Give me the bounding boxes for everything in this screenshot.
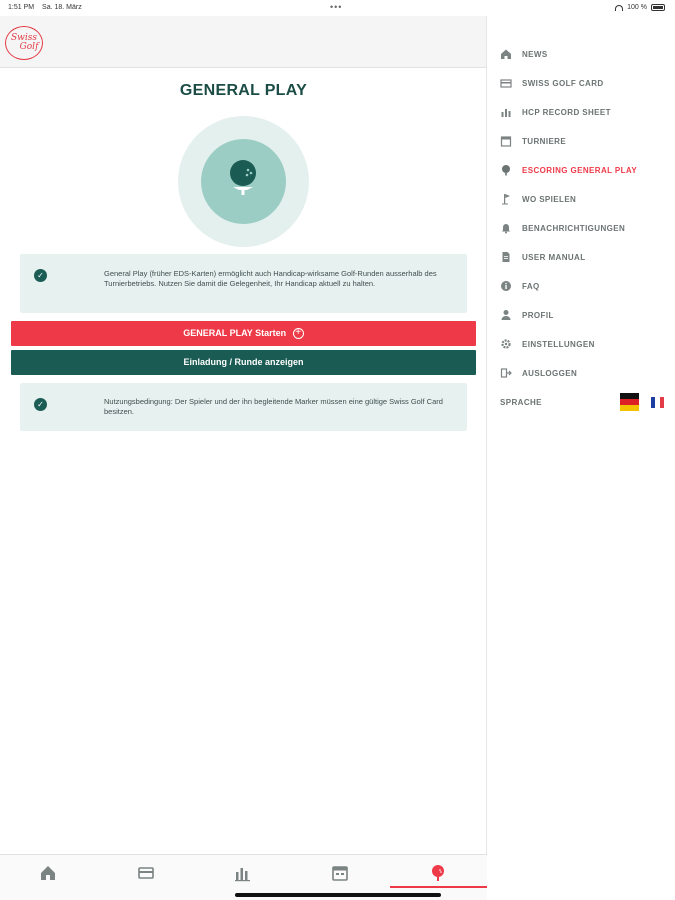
check-circle-icon: ✓: [34, 269, 47, 282]
swiss-golf-logo[interactable]: [5, 26, 43, 60]
language-row: [488, 392, 675, 414]
status-date: Sa. 18. März: [42, 4, 82, 11]
user-icon: [500, 309, 512, 321]
menu-label: TURNIERE: [522, 136, 567, 146]
check-circle-icon: ✓: [34, 398, 47, 411]
french-flag-icon[interactable]: [651, 397, 664, 408]
tab-home-icon[interactable]: [38, 863, 58, 883]
german-flag-icon[interactable]: [620, 393, 639, 411]
tab-card-icon[interactable]: [136, 863, 156, 883]
menu-label: ESCORING GENERAL PLAY: [522, 165, 638, 175]
menu-label: BENACHRICHTIGUNGEN: [522, 223, 626, 233]
start-button-label: GENERAL PLAY Starten: [183, 328, 287, 338]
menu-item-news[interactable]: [488, 43, 675, 65]
menu-item-einstellungen[interactable]: [488, 333, 675, 355]
info-description-text: General Play (früher EDS-Karten) ermöglicht auch Handicap-wirksame Golf-Runden ausserhalb des Turnierbetriebs. Nutzen Sie damit die Gelegenheit, Ihr Handicap aktuell zu halten.: [104, 269, 437, 288]
general-play-start-button[interactable]: [11, 321, 476, 346]
logo-line-2: Golf: [19, 42, 39, 52]
status-time: 1:51 PM: [8, 4, 35, 11]
status-bar: [0, 0, 675, 16]
calendar-icon: [500, 135, 512, 147]
menu-label: AUSLOGGEN: [522, 368, 578, 378]
plus-circle-icon: +: [293, 328, 304, 339]
language-label: SPRACHE: [500, 398, 542, 407]
document-icon: [500, 251, 512, 263]
golf-ball-on-tee-icon: [223, 156, 263, 196]
side-menu: [488, 16, 675, 900]
multitasking-dots[interactable]: •••: [330, 2, 343, 12]
battery-percent: 100 %: [627, 4, 647, 11]
menu-item-benachrichtigungen[interactable]: [488, 217, 675, 239]
menu-label: PROFIL: [522, 310, 554, 320]
logo-line-1: Swiss: [11, 33, 37, 43]
menu-item-ausloggen[interactable]: [488, 362, 675, 384]
hero-illustration: [178, 116, 309, 247]
chart-icon: [500, 106, 512, 118]
terms-text: Nutzungsbedingung: Der Spieler und der ihn begleitende Marker müssen eine gültige Swiss Golf Card besitzen.: [104, 397, 443, 416]
menu-label: SWISS GOLF CARD: [522, 78, 604, 88]
menu-item-faq[interactable]: [488, 275, 675, 297]
menu-label: HCP RECORD SHEET: [522, 107, 611, 117]
menu-label: USER MANUAL: [522, 252, 586, 262]
card-icon: [500, 77, 512, 89]
menu-label: NEWS: [522, 49, 548, 59]
active-tab-indicator: [390, 886, 487, 888]
menu-item-escoring-general-play[interactable]: [488, 159, 675, 181]
info-icon: [500, 280, 512, 292]
flag-icon: [500, 193, 512, 205]
menu-item-profil[interactable]: [488, 304, 675, 326]
status-left: [8, 4, 88, 11]
status-right: [615, 4, 665, 11]
menu-item-turniere[interactable]: [488, 130, 675, 152]
menu-label: FAQ: [522, 281, 540, 291]
tab-calendar-icon[interactable]: [330, 863, 350, 883]
bell-icon: [500, 222, 512, 234]
menu-label: WO SPIELEN: [522, 194, 577, 204]
bottom-tab-bar: [0, 854, 487, 900]
menu-label: EINSTELLUNGEN: [522, 339, 595, 349]
logout-icon: [500, 367, 512, 379]
wifi-icon: [615, 5, 623, 11]
menu-item-user-manual[interactable]: [488, 246, 675, 268]
hero-inner-circle: [201, 139, 286, 224]
info-box-terms: [20, 383, 467, 431]
home-indicator[interactable]: [235, 893, 441, 897]
main-panel: [0, 16, 487, 900]
app-header: [0, 16, 486, 68]
info-box-description: [20, 254, 467, 313]
gear-icon: [500, 338, 512, 350]
tab-escoring-icon[interactable]: [428, 863, 448, 883]
golf-ball-icon: [500, 164, 512, 176]
menu-item-wo-spielen[interactable]: [488, 188, 675, 210]
home-icon: [500, 48, 512, 60]
menu-item-swiss-golf-card[interactable]: [488, 72, 675, 94]
menu-item-hcp-record-sheet[interactable]: [488, 101, 675, 123]
tab-chart-icon[interactable]: [233, 863, 253, 883]
page-title: GENERAL PLAY: [179, 82, 308, 99]
battery-icon: [651, 4, 665, 11]
invite-show-round-button[interactable]: Einladung / Runde anzeigen: [11, 350, 476, 375]
